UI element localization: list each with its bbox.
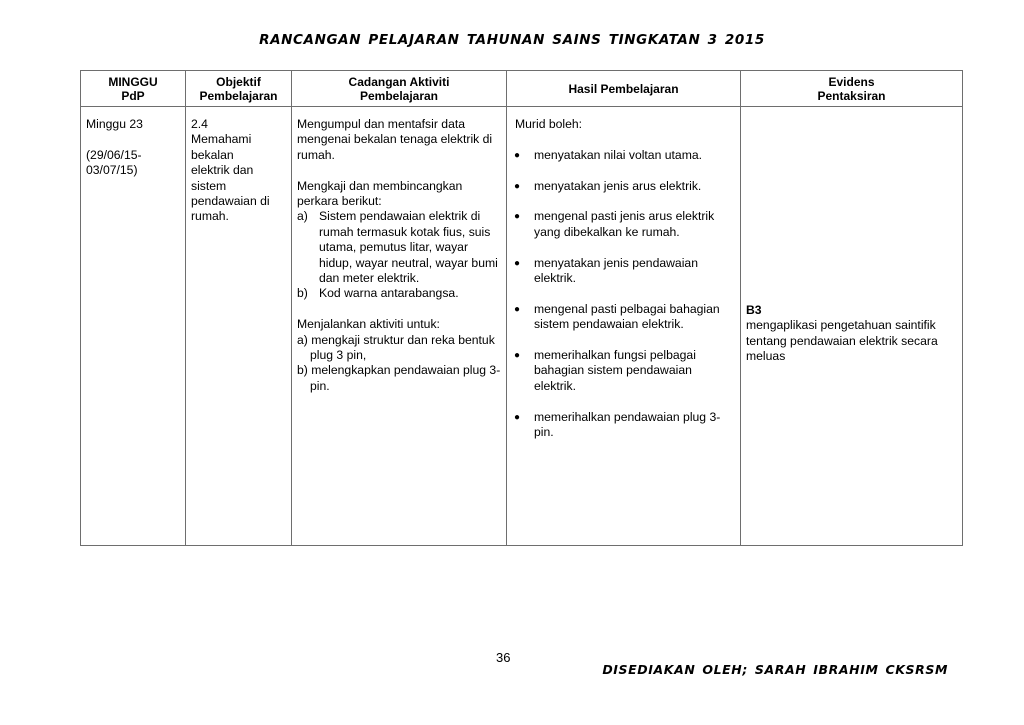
list-item: ● memerihalkan pendawaian plug 3-pin.	[514, 409, 721, 440]
header-hasil: Hasil Pembelajaran	[507, 71, 741, 107]
week-label: Minggu 23	[86, 117, 143, 131]
week-dates: (29/06/15- 03/07/15)	[86, 147, 142, 178]
bullet-icon: ●	[514, 411, 521, 423]
lesson-plan-table	[80, 70, 963, 546]
activity-paragraph-2: Mengkaji dan membincangkan perkara berikut:	[297, 178, 463, 209]
header-minggu: MINGGU PdP	[81, 71, 186, 107]
evidence-text: mengaplikasi pengetahuan saintifik tentang pendawaian elektrik secara meluas	[746, 318, 938, 364]
bullet-icon: ●	[514, 211, 521, 223]
activity-item: b) Kod warna antarabangsa.	[297, 286, 459, 301]
bullet-icon: ●	[514, 180, 521, 192]
bullet-icon: ●	[514, 303, 521, 315]
cell-minggu	[81, 107, 186, 546]
activity-subitem: a) mengkaji struktur dan reka bentuk plug 3 pin,	[297, 332, 495, 363]
page-number: 36	[496, 650, 511, 665]
cell-aktiviti	[292, 107, 507, 546]
list-item: ● memerihalkan fungsi pelbagai bahagian sistem pendawaian elektrik.	[514, 348, 696, 393]
prepared-by-footer: DISEDIAKAN OLEH; SARAH IBRAHIM CKSRSM	[602, 662, 948, 677]
evidence-code: B3	[746, 303, 762, 317]
table-header-row	[81, 71, 963, 107]
cell-hasil	[507, 107, 741, 546]
activity-subitem: b) melengkapkan pendawaian plug 3-pin.	[297, 363, 501, 393]
table-row	[81, 107, 963, 546]
bullet-icon: ●	[514, 350, 521, 361]
outcome-intro: Murid boleh:	[515, 117, 583, 131]
bullet-icon: ●	[514, 149, 521, 161]
activity-paragraph-1: Mengumpul dan mentafsir data mengenai bekalan tenaga elektrik di rumah.	[297, 117, 493, 162]
document-title: RANCANGAN PELAJARAN TAHUNAN SAINS TINGKATAN 3 2015	[259, 32, 765, 48]
header-evidens: Evidens Pentaksiran	[741, 71, 963, 107]
list-item: ● mengenal pasti pelbagai bahagian sistem pendawaian elektrik.	[514, 301, 720, 332]
list-item: ● menyatakan jenis arus elektrik.	[514, 178, 702, 193]
list-item: ● menyatakan nilai voltan utama.	[514, 147, 703, 162]
bullet-icon: ●	[514, 257, 521, 269]
list-item: ● mengenal pasti jenis arus elektrik yang dibekalkan ke rumah.	[514, 209, 715, 239]
list-item: ● menyatakan jenis pendawaian elektrik.	[514, 255, 698, 285]
header-objektif: Objektif Pembelajaran	[186, 71, 292, 107]
outcome-list	[512, 148, 736, 441]
activity-item: a) Sistem pendawaian elektrik di rumah termasuk kotak fius, suis utama, pemutus litar, wayar hidup, wayar neutral, wayar bumi dan meter elektrik.	[297, 209, 498, 286]
objective-text: 2.4 Memahami bekalan elektrik dan sistem pendawaian di rumah.	[191, 117, 270, 224]
cell-evidens	[741, 107, 963, 546]
header-aktiviti: Cadangan Aktiviti Pembelajaran	[292, 71, 507, 107]
cell-objektif	[186, 107, 292, 546]
activity-paragraph-3: Menjalankan aktiviti untuk:	[297, 317, 440, 332]
